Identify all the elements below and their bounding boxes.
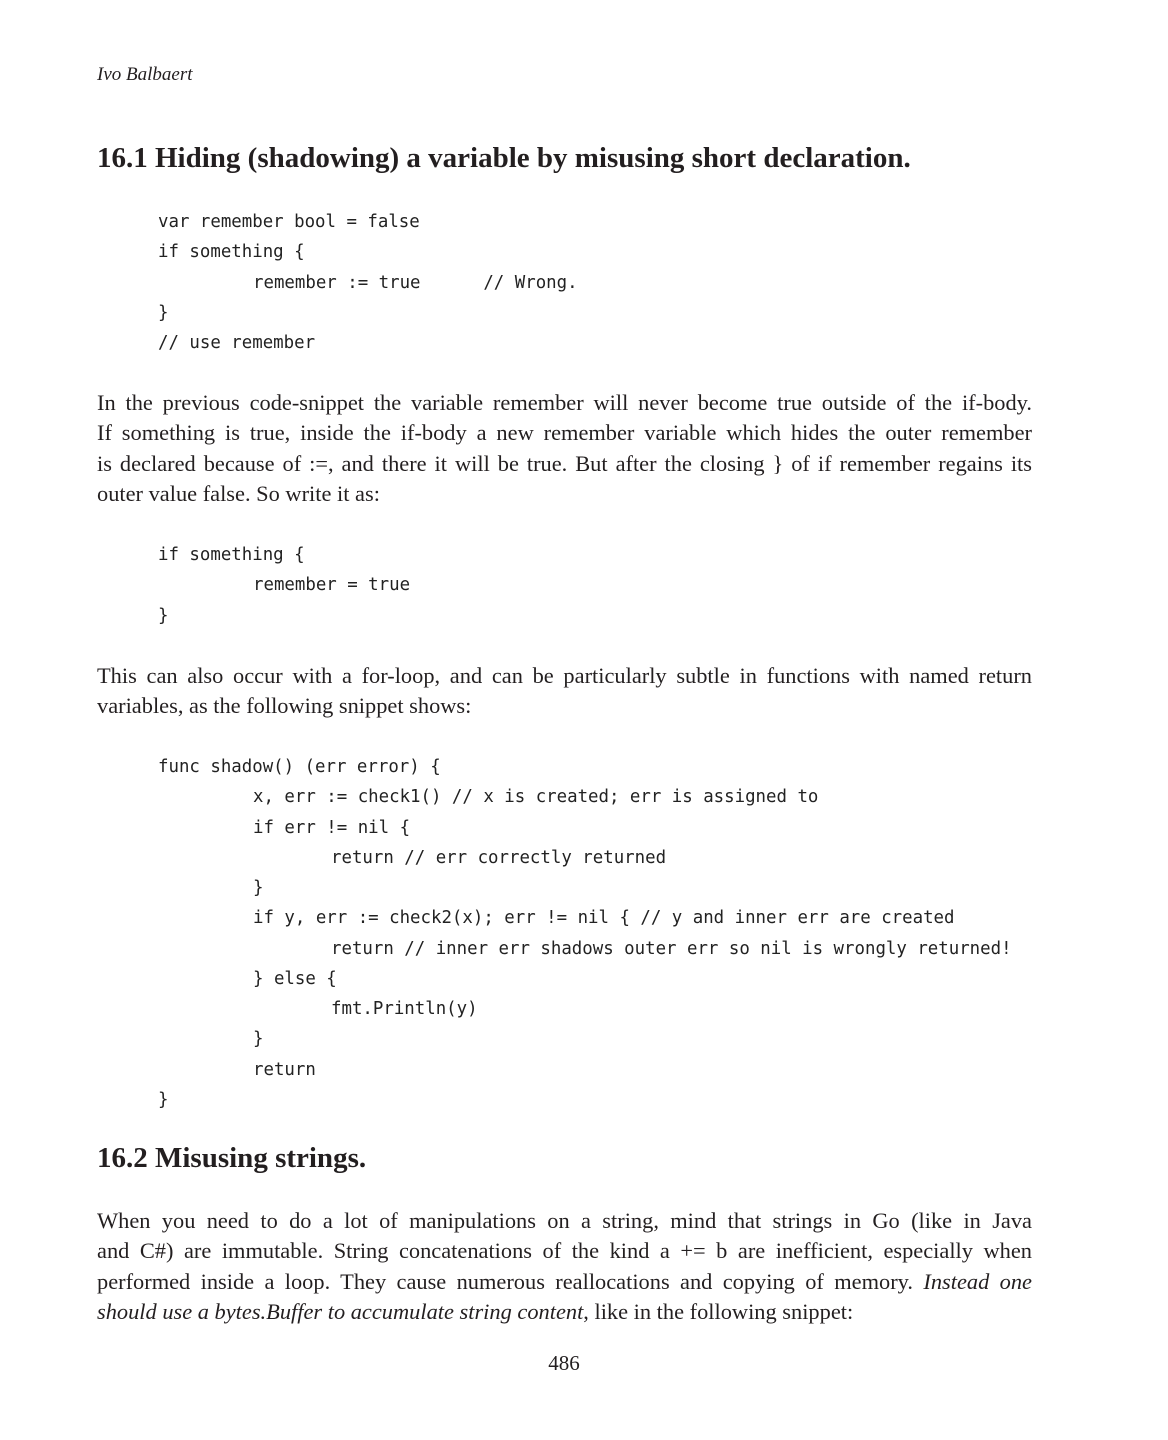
text-line bbox=[97, 1236, 1032, 1266]
paragraph-2 bbox=[97, 661, 1032, 722]
section-heading-16-1: 16.1 Hiding (shadowing) a variable by misusing short declaration. bbox=[97, 142, 911, 174]
running-header: Ivo Balbaert bbox=[97, 64, 193, 85]
paragraph-1 bbox=[97, 388, 1032, 509]
section-heading-16-2: 16.2 Misusing strings. bbox=[97, 1142, 367, 1174]
paragraph-3 bbox=[97, 1206, 1032, 1327]
code-line: return bbox=[253, 1059, 316, 1080]
text-run: and C#) are immutable. String concatenations of the kind a += b are inefficient, especially when bbox=[97, 1238, 1032, 1264]
text-line: outer value false. So write it as: bbox=[97, 480, 380, 506]
text-line: is declared because of :=, and there it will be true. But after the closing } of if remember regains its bbox=[97, 450, 1032, 476]
code-line: } bbox=[253, 878, 264, 898]
code-block-2 bbox=[158, 540, 410, 631]
emphasis-text: Instead one bbox=[923, 1268, 1032, 1294]
code-line: var remember bool = false bbox=[158, 212, 420, 232]
code-block-1 bbox=[158, 207, 578, 358]
text-line: variables, as the following snippet shows: bbox=[97, 693, 472, 719]
code-line: if err != nil { bbox=[253, 817, 411, 838]
text-line bbox=[97, 1267, 1032, 1297]
text-line bbox=[97, 1297, 1032, 1327]
text-line bbox=[97, 1206, 1032, 1236]
code-line: if something { bbox=[158, 545, 305, 565]
code-line: remember = true bbox=[253, 575, 411, 596]
code-line: remember := true // Wrong. bbox=[253, 272, 578, 293]
code-line: return // inner err shadows outer err so nil is wrongly returned! bbox=[331, 938, 1012, 959]
code-block-3 bbox=[158, 752, 1012, 1115]
code-line: } else { bbox=[253, 968, 337, 989]
code-line: } bbox=[158, 1089, 169, 1110]
text-run: When you need to do a lot of manipulations on a string, mind that strings in Go (like in Java bbox=[97, 1208, 1032, 1233]
emphasis-text: should use a bytes.Buffer to accumulate string content bbox=[97, 1298, 584, 1324]
code-line: if y, err := check2(x); err != nil { // y and inner err are created bbox=[253, 908, 955, 929]
code-line: // use remember bbox=[158, 333, 316, 353]
code-line: func shadow() (err error) { bbox=[158, 757, 441, 777]
text-line: This can also occur with a for-loop, and can be particularly subtle in functions with named return bbox=[97, 663, 1032, 688]
code-line: } bbox=[158, 302, 169, 323]
code-line: x, err := check1() // x is created; err is assigned to bbox=[253, 787, 819, 808]
text-line: If something is true, inside the if-body a new remember variable which hides the outer remember bbox=[97, 420, 1032, 446]
code-line: } bbox=[253, 1029, 264, 1050]
text-line: In the previous code-snippet the variable remember will never become true outside of the if-body. bbox=[97, 390, 1032, 415]
code-line: if something { bbox=[158, 242, 305, 263]
code-line: return // err correctly returned bbox=[331, 847, 667, 868]
code-line: } bbox=[158, 605, 169, 626]
text-run: , like in the following snippet: bbox=[583, 1298, 854, 1324]
text-run: performed inside a loop. They cause numerous reallocations and copying of memory. bbox=[97, 1268, 924, 1294]
page-number: 486 bbox=[548, 1351, 580, 1375]
code-line: fmt.Println(y) bbox=[331, 999, 478, 1019]
